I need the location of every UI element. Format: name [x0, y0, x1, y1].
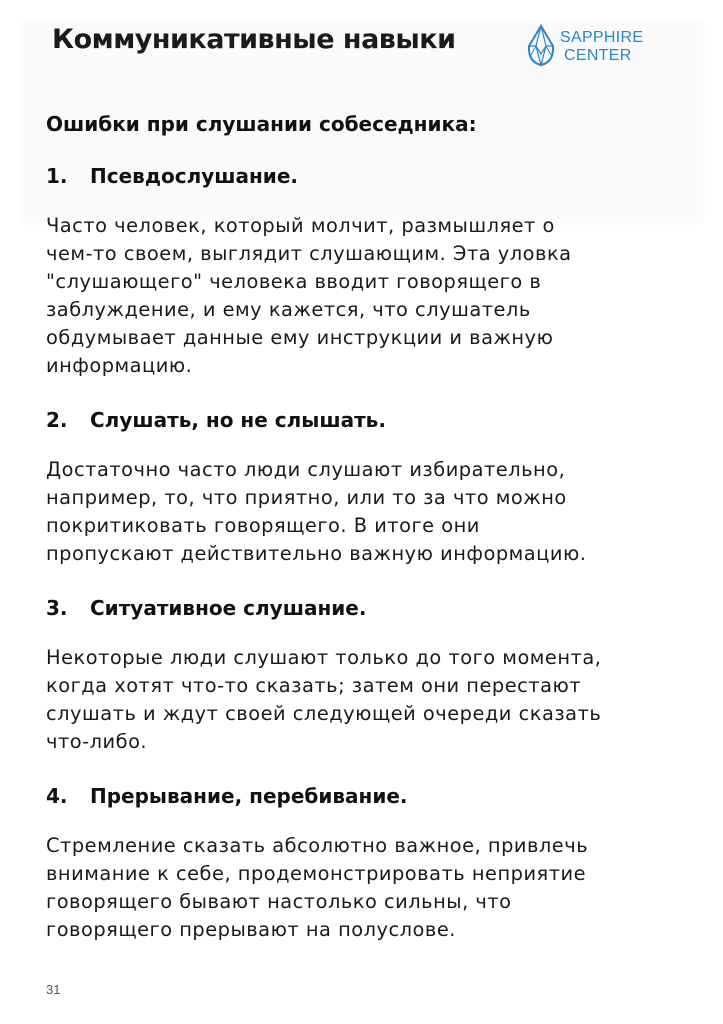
paragraph-line: слушать и ждут своей следующей очереди сказать	[46, 702, 602, 725]
paragraph-line: пропускают действительно важную информацию.	[46, 542, 587, 565]
list-item	[46, 594, 666, 756]
paragraph-line: покритиковать говорящего. В итоге они	[46, 514, 480, 537]
item-number: 4.	[46, 784, 68, 808]
list-item	[46, 162, 666, 380]
paragraph-line: заблуждение, и ему кажется, что слушатель	[46, 298, 531, 321]
paragraph-line: чем-то своем, выглядит слушающим. Эта уловка	[46, 242, 572, 265]
paragraph-line: что-либо.	[46, 730, 148, 753]
item-paragraph	[46, 832, 666, 944]
paragraph-line: говорящего прерывают на полуслове.	[46, 918, 456, 941]
paragraph-line: Некоторые люди слушают только до того момента,	[46, 646, 602, 669]
item-number: 3.	[46, 596, 68, 620]
item-heading	[46, 594, 666, 622]
paragraph-line: Часто человек, который молчит, размышляет о	[46, 214, 555, 237]
page-title: Коммуникативные навыки	[52, 24, 456, 55]
item-paragraph	[46, 644, 666, 756]
item-heading	[46, 406, 666, 434]
page-number: 31	[46, 982, 61, 997]
item-heading-text: Псевдослушание.	[90, 164, 298, 188]
item-paragraph	[46, 212, 666, 380]
logo-text	[560, 29, 643, 65]
list-item	[46, 782, 666, 944]
paragraph-line: Стремление сказать абсолютно важное, привлечь	[46, 834, 589, 857]
paragraph-line: информацию.	[46, 354, 193, 377]
logo-line2: CENTER	[564, 47, 632, 64]
item-heading-text: Слушать, но не слышать.	[90, 408, 386, 432]
paragraph-line: когда хотят что-то сказать; затем они перестают	[46, 674, 582, 697]
sapphire-gem-icon	[526, 24, 556, 68]
item-number: 1.	[46, 164, 68, 188]
item-heading-text: Ситуативное слушание.	[90, 596, 367, 620]
paragraph-line: говорящего бывают настолько сильны, что	[46, 890, 512, 913]
sapphire-center-logo	[526, 24, 666, 70]
paragraph-line: внимание к себе, продемонстрировать неприятие	[46, 862, 587, 885]
paragraph-line: обдумывает данные ему инструкции и важную	[46, 326, 554, 349]
paragraph-line: например, то, что приятно, или то за что можно	[46, 486, 567, 509]
item-heading	[46, 162, 666, 190]
item-number: 2.	[46, 408, 68, 432]
paragraph-line: Достаточно часто люди слушают избирательно,	[46, 458, 566, 481]
section-heading: Ошибки при слушании собеседника:	[46, 112, 477, 136]
item-paragraph	[46, 456, 666, 568]
paragraph-line: "слушающего" человека вводит говорящего в	[46, 270, 542, 293]
content	[46, 110, 666, 970]
list-item	[46, 406, 666, 568]
item-heading	[46, 782, 666, 810]
item-heading-text: Прерывание, перебивание.	[90, 784, 408, 808]
logo-line1: SAPPHIRE	[560, 29, 644, 46]
